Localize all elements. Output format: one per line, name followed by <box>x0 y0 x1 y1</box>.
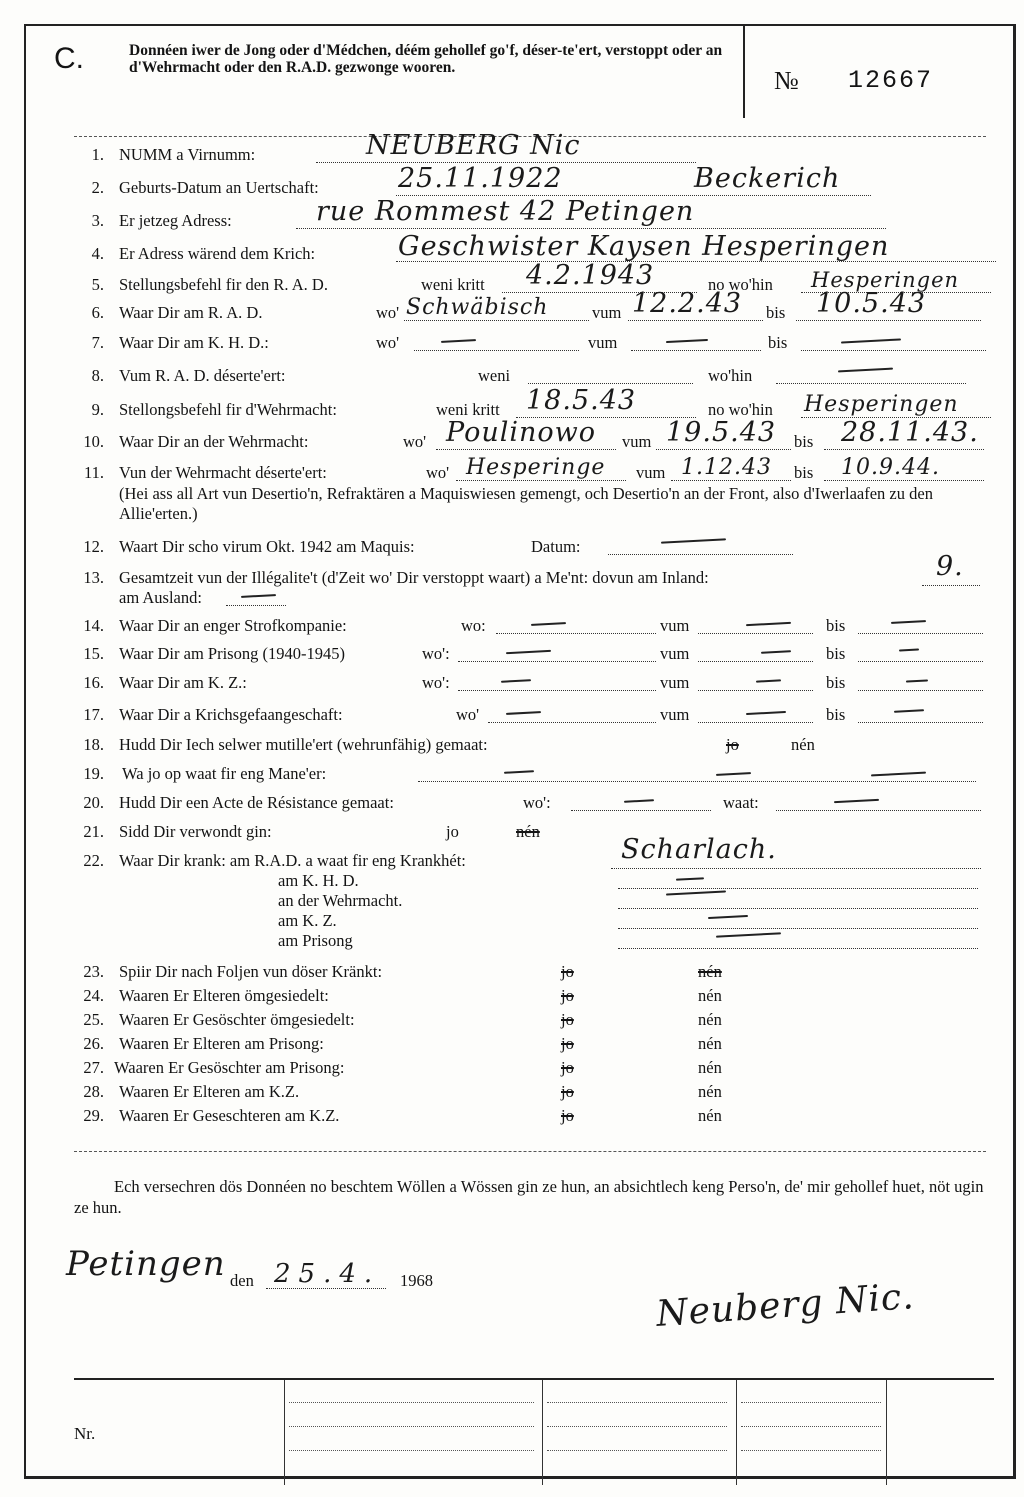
waat-label: waat: <box>723 793 759 812</box>
question-label: Waaren Er Gesöschter ömgesiedelt: <box>119 1010 355 1029</box>
question-label: NUMM a Virnumm: <box>119 145 256 164</box>
answer-line <box>496 633 656 634</box>
empty-mark <box>894 709 924 713</box>
bis-label: bis <box>768 333 788 352</box>
answer-line <box>922 585 980 586</box>
answer-line <box>628 320 763 321</box>
answer-line <box>458 661 656 662</box>
answer-line <box>488 722 656 723</box>
question-label: Hudd Dir Iech selwer mutille'ert (wehrunfähig) gemaat: <box>119 735 488 754</box>
question-number: 20. <box>83 793 104 812</box>
jo-option: jo <box>726 735 739 754</box>
answer-line <box>858 690 983 691</box>
question-label: Waar Dir an enger Strofkompanie: <box>119 616 347 635</box>
empty-mark <box>504 770 534 774</box>
answer-line <box>414 350 579 351</box>
empty-mark <box>676 877 704 880</box>
desertion-from-answer: 1.12.43 <box>681 455 772 480</box>
empty-mark <box>506 711 541 715</box>
empty-mark <box>441 339 476 343</box>
wartime-address-answer: Geschwister Kaysen Hesperingen <box>398 231 890 262</box>
signature-place: Petingen <box>66 1244 226 1284</box>
jo-option: jo <box>561 1034 574 1053</box>
question-number: 21. <box>83 822 104 841</box>
signature-name: Neuberg Nic. <box>654 1276 916 1335</box>
nen-option: nén <box>698 1058 722 1077</box>
question-number: 19. <box>83 764 104 783</box>
answer-line <box>296 228 886 229</box>
datum-label: Datum: <box>531 537 581 556</box>
illness-answer: Scharlach. <box>621 834 777 865</box>
question-label: Waaren Er Geseschteren am K.Z. <box>119 1106 340 1125</box>
footer-table <box>74 1378 994 1485</box>
question-number: 25. <box>83 1010 104 1029</box>
number-symbol: № <box>774 66 799 95</box>
question-number: 4. <box>91 244 104 263</box>
question-label: Er jetzeg Adress: <box>119 211 232 230</box>
question-number: 11. <box>83 463 104 482</box>
question-number: 1. <box>91 145 104 164</box>
vum-label: vum <box>622 432 652 451</box>
answer-line <box>618 948 978 949</box>
vum-label: vum <box>660 705 690 724</box>
ausland-label: am Ausland: <box>119 588 202 607</box>
question-label: Waar Dir am Prisong (1940-1945) <box>119 644 345 663</box>
jo-option: jo <box>561 1106 574 1125</box>
section-letter: C. <box>54 42 84 75</box>
question-number: 17. <box>83 705 104 724</box>
wo-label: wo' <box>456 705 480 724</box>
question-number: 23. <box>83 962 104 981</box>
wo-label: wo' <box>403 432 427 451</box>
address-answer: rue Rommest 42 Petingen <box>316 196 695 227</box>
form-title: Donnéen iwer de Jong oder d'Médchen, déém gehollef go'f, déser-te'ert, verstoppt oder an d'Wehrmacht oder den R.A.D. gezwonge wooren. <box>129 42 723 76</box>
jo-option: jo <box>561 1082 574 1101</box>
question-label: Stellungsbefehl fir den R. A. D. <box>119 275 328 294</box>
empty-mark <box>716 772 751 776</box>
question-label: Geburts-Datum an Uertschaft: <box>119 178 319 197</box>
bis-label: bis <box>794 463 814 482</box>
question-label: Waaren Er Elteren am K.Z. <box>119 1082 300 1101</box>
answer-line <box>698 633 813 634</box>
question-number: 24. <box>83 986 104 1005</box>
bis-label: bis <box>826 644 846 663</box>
answer-line <box>618 908 978 909</box>
question-number: 27. <box>83 1058 104 1077</box>
birth-place-answer: Beckerich <box>694 163 841 194</box>
answer-line <box>824 480 984 481</box>
signature-date: 25.4. <box>274 1259 381 1289</box>
nen-option: nén <box>698 1106 722 1125</box>
empty-mark <box>891 620 926 624</box>
question-label: Er Adress wärend dem Krich: <box>119 244 316 263</box>
answer-line <box>698 722 813 723</box>
answer-line <box>776 810 981 811</box>
empty-mark <box>666 339 708 343</box>
weni-label: weni <box>478 366 511 385</box>
question-number: 7. <box>91 333 104 352</box>
wehrmacht-place-answer: Poulinowo <box>446 417 596 448</box>
question-number: 13. <box>83 568 104 587</box>
rad-place-answer: Schwäbisch <box>406 295 549 320</box>
wohin-label: no wo'hin <box>708 275 773 294</box>
answer-line <box>436 449 616 450</box>
empty-mark <box>708 915 748 919</box>
question-number: 8. <box>91 366 104 385</box>
bis-label: bis <box>766 303 786 322</box>
answer-line <box>824 449 984 450</box>
question-label: Waart Dir scho virum Okt. 1942 am Maquis: <box>119 537 415 556</box>
nen-option: nén <box>698 986 722 1005</box>
jo-option: jo <box>561 962 574 981</box>
footer-line <box>741 1450 881 1451</box>
footer-line <box>547 1426 727 1427</box>
question-number: 28. <box>83 1082 104 1101</box>
name-answer: NEUBERG Nic <box>366 130 581 161</box>
answer-line <box>418 781 976 782</box>
answer-line <box>671 480 791 481</box>
rad-order-place: Hesperingen <box>811 268 960 292</box>
question-11-note: (Hei ass all Art vun Desertio'n, Refraktären a Maquiswiesen gemengt, och Desertio'n an der Front, also d'Iwerlaafen zu den Allie'erten.) <box>119 484 933 523</box>
question-label: Waaren Er Elteren am Prisong: <box>119 1034 324 1053</box>
empty-mark <box>871 772 926 777</box>
footer-line <box>289 1402 534 1403</box>
question-number: 5. <box>91 275 104 294</box>
wo-label: wo': <box>422 673 450 692</box>
empty-mark <box>501 679 531 683</box>
vum-label: vum <box>660 673 690 692</box>
jo-option: jo <box>561 1058 574 1077</box>
empty-mark <box>716 932 781 937</box>
sub-label: an der Wehrmacht. <box>278 891 403 910</box>
wo-label: wo' <box>376 333 400 352</box>
wehrmacht-to-answer: 28.11.43. <box>841 417 979 448</box>
desertion-place-answer: Hesperinge <box>466 455 606 480</box>
question-number: 29. <box>83 1106 104 1125</box>
empty-mark <box>241 594 276 598</box>
bis-label: bis <box>826 705 846 724</box>
footer-line <box>547 1402 727 1403</box>
question-label: Spiir Dir nach Foljen vun döser Kränkt: <box>119 962 383 981</box>
rad-order-date: 4.2.1943 <box>526 260 655 291</box>
footer-cell-divider <box>886 1380 887 1485</box>
footer-cell-divider <box>284 1380 285 1485</box>
question-label: Waar Dir an der Wehrmacht: <box>119 432 309 451</box>
question-label: Hudd Dir een Acte de Résistance gemaat: <box>119 793 394 812</box>
empty-mark <box>838 368 893 373</box>
nen-option: nén <box>698 1010 722 1029</box>
empty-mark <box>906 679 928 682</box>
footer-line <box>741 1426 881 1427</box>
nen-option: nén <box>698 1082 722 1101</box>
vum-label: vum <box>592 303 622 322</box>
footer-cell-divider <box>542 1380 543 1485</box>
answer-line <box>698 661 813 662</box>
question-label: Waaren Er Gesöschter am Prisong: <box>114 1058 345 1077</box>
question-number: 12. <box>83 537 104 556</box>
answer-line <box>698 690 813 691</box>
question-number: 16. <box>83 673 104 692</box>
question-number: 2. <box>91 178 104 197</box>
wo-label: wo' <box>426 463 450 482</box>
answer-line <box>776 383 966 384</box>
wohin-label: no wo'hin <box>708 400 773 419</box>
question-number: 14. <box>83 616 104 635</box>
desertion-to-answer: 10.9.44. <box>841 455 940 480</box>
rad-to-answer: 10.5.43 <box>816 288 927 319</box>
footer-line <box>289 1450 534 1451</box>
nr-label: Nr. <box>74 1424 96 1443</box>
inland-months-answer: 9. <box>936 551 964 582</box>
empty-mark <box>761 650 791 654</box>
question-number: 6. <box>91 303 104 322</box>
answer-line <box>656 449 791 450</box>
answer-line <box>571 810 711 811</box>
answer-line <box>858 661 983 662</box>
form-page <box>24 24 1016 1479</box>
form-header <box>26 26 1013 122</box>
answer-line <box>458 690 656 691</box>
question-label: Gesamtzeit vun der Illégalite't (d'Zeit wo' Dir verstoppt waart) a Me'nt: dovun am Inland: <box>119 568 709 587</box>
birth-date-answer: 25.11.1922 <box>398 163 563 194</box>
answer-line <box>456 480 626 481</box>
empty-mark <box>624 799 654 803</box>
answer-line <box>528 383 693 384</box>
question-label: Waar Dir am R. A. D. <box>119 303 263 322</box>
wehrmacht-order-date: 18.5.43 <box>526 385 637 416</box>
jo-option: jo <box>446 822 459 841</box>
bis-label: bis <box>826 616 846 635</box>
vum-label: vum <box>636 463 666 482</box>
question-label: Stellongsbefehl fir d'Wehrmacht: <box>119 400 337 419</box>
signature-year: 1968 <box>400 1271 433 1290</box>
question-label: Waar Dir am K. H. D.: <box>119 333 269 352</box>
nen-option: nén <box>516 822 540 841</box>
empty-mark <box>834 799 879 803</box>
answer-line <box>404 320 589 321</box>
footer-line <box>741 1402 881 1403</box>
nen-option: nén <box>791 735 815 754</box>
wo-label: wo': <box>523 793 551 812</box>
wehrmacht-order-place: Hesperingen <box>804 392 959 417</box>
answer-line <box>618 928 978 929</box>
empty-mark <box>841 338 901 343</box>
wo-label: wo': <box>422 644 450 663</box>
footer-cell-divider <box>736 1380 737 1485</box>
empty-mark <box>756 679 781 682</box>
den-label: den <box>230 1271 254 1290</box>
answer-line <box>858 633 983 634</box>
jo-option: jo <box>561 1010 574 1029</box>
bottom-separator <box>74 1151 986 1152</box>
weni-label: weni kritt <box>436 400 500 419</box>
question-label: Waaren Er Elteren ömgesiedelt: <box>119 986 329 1005</box>
answer-line <box>631 350 761 351</box>
answer-line <box>618 888 978 889</box>
footer-line <box>289 1426 534 1427</box>
empty-mark <box>746 622 791 626</box>
question-label: Waar Dir krank: am R.A.D. a waat fir eng Krankhét: <box>119 851 466 870</box>
empty-mark <box>661 538 726 543</box>
answer-line <box>611 868 981 869</box>
empty-mark <box>746 711 786 715</box>
bis-label: bis <box>794 432 814 451</box>
sub-label: am Prisong <box>278 931 353 950</box>
empty-mark <box>666 890 726 895</box>
nen-option: nén <box>698 1034 722 1053</box>
sub-label: am K. Z. <box>278 911 337 930</box>
empty-mark <box>899 648 919 651</box>
nen-option: nén <box>698 962 722 981</box>
question-number: 3. <box>91 211 104 230</box>
wo-label: wo: <box>461 616 486 635</box>
weni-label: weni kritt <box>421 275 485 294</box>
answer-line <box>796 320 981 321</box>
question-number: 10. <box>83 432 104 451</box>
wehrmacht-from-answer: 19.5.43 <box>666 417 777 448</box>
question-label: Waar Dir a Krichsgefaangeschaft: <box>119 705 343 724</box>
question-number: 9. <box>91 400 104 419</box>
jo-option: jo <box>561 986 574 1005</box>
wohin-label: wo'hin <box>708 366 753 385</box>
question-label: Wa jo op waat fir eng Mane'er: <box>122 764 327 783</box>
sub-label: am K. H. D. <box>278 871 359 890</box>
footer-line <box>547 1450 727 1451</box>
bis-label: bis <box>826 673 846 692</box>
rad-from-answer: 12.2.43 <box>632 288 743 319</box>
declaration-text: Ech versechren dös Donnéen no beschtem Wöllen a Wössen gin ze hun, an absichtlech keng Perso'n, de' mir gehollef huet, nöt ugin ze hun. <box>74 1177 984 1217</box>
question-label: Vun der Wehrmacht déserte'ert: <box>119 463 327 482</box>
question-number: 15. <box>83 644 104 663</box>
answer-line <box>608 554 793 555</box>
wo-label: wo' <box>376 303 400 322</box>
header-divider <box>743 26 745 118</box>
form-number: 12667 <box>848 66 934 95</box>
answer-line <box>801 350 986 351</box>
question-number: 26. <box>83 1034 104 1053</box>
question-label: Waar Dir am K. Z.: <box>119 673 247 692</box>
empty-mark <box>531 622 566 626</box>
answer-line <box>226 605 286 606</box>
vum-label: vum <box>660 644 690 663</box>
vum-label: vum <box>660 616 690 635</box>
question-number: 22. <box>83 851 104 870</box>
answer-line <box>858 722 983 723</box>
empty-mark <box>506 650 551 654</box>
question-label: Sidd Dir verwondt gin: <box>119 822 272 841</box>
vum-label: vum <box>588 333 618 352</box>
question-number: 18. <box>83 735 104 754</box>
question-label: Vum R. A. D. déserte'ert: <box>119 366 286 385</box>
